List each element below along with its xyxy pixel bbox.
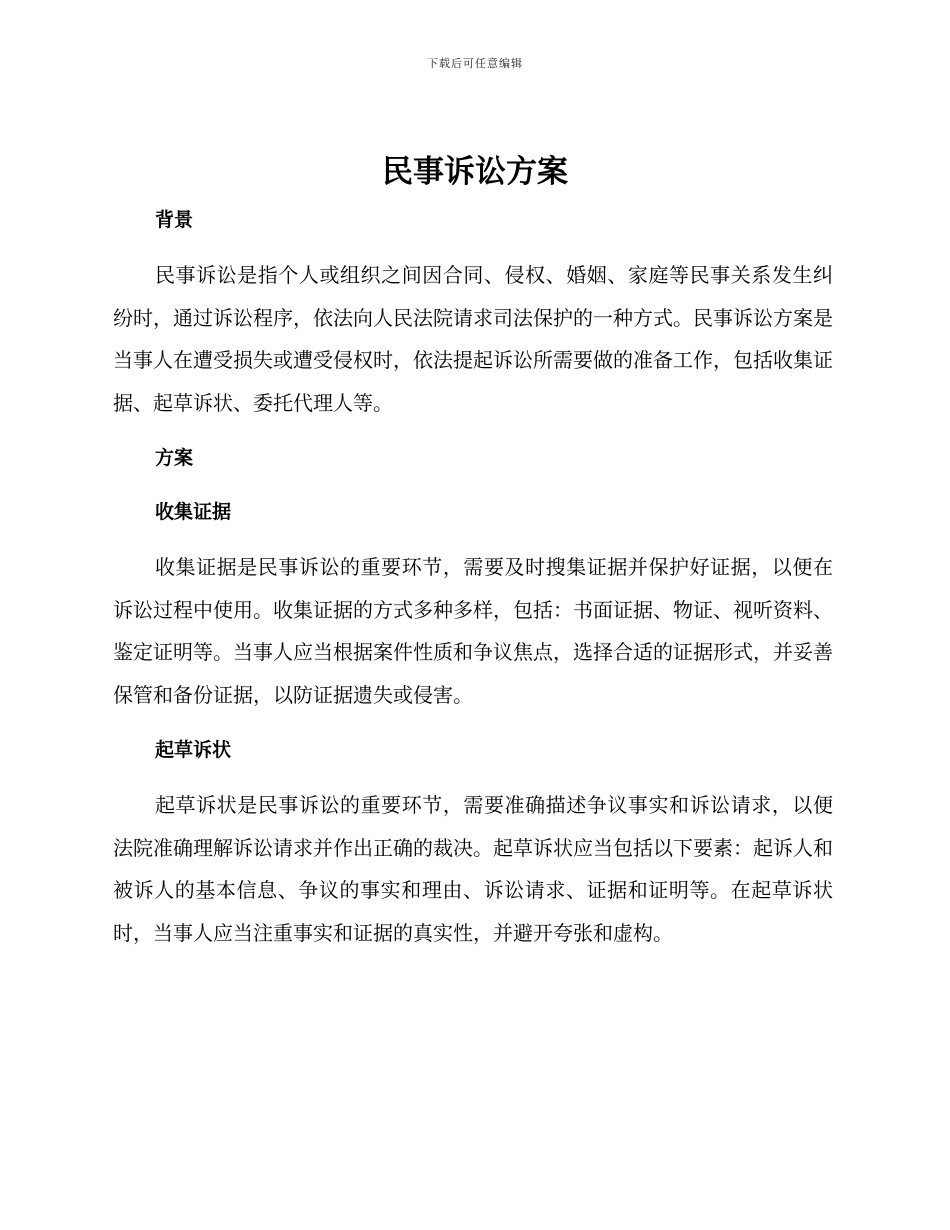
spacer [113, 716, 833, 730]
page-header-note: 下载后可任意编辑 [427, 57, 523, 70]
spacer [113, 424, 833, 438]
section-heading-evidence: 收集证据 [155, 501, 232, 523]
spacer [113, 240, 833, 254]
section-heading-background: 背景 [155, 209, 194, 231]
paragraph-complaint: 起草诉状是民事诉讼的重要环节，需要准确描述争议事实和诉讼请求，以便法院准确理解诉讼请求并作出正确的裁决。起草诉状应当包括以下要素：起诉人和被诉人的基本信息、争议的事实和理由、诉讼请求、证据和证明等。在起草诉状时，当事人应当注重事实和证据的真实性，并避开夸张和虚构。 [113, 793, 833, 945]
document-body [113, 200, 833, 954]
spacer [113, 770, 833, 784]
section-heading-complaint: 起草诉状 [155, 739, 232, 761]
section-heading-plan: 方案 [155, 447, 194, 469]
spacer [113, 532, 833, 546]
spacer [113, 478, 833, 492]
paragraph-evidence: 收集证据是民事诉讼的重要环节，需要及时搜集证据并保护好证据，以便在诉讼过程中使用。收集证据的方式多种多样，包括：书面证据、物证、视听资料、鉴定证明等。当事人应当根据案件性质和争议焦点，选择合适的证据形式，并妥善保管和备份证据，以防证据遗失或侵害。 [113, 555, 833, 707]
document-title: 民事诉讼方案 [382, 154, 568, 190]
paragraph-background: 民事诉讼是指个人或组织之间因合同、侵权、婚姻、家庭等民事关系发生纠纷时，通过诉讼程序，依法向人民法院请求司法保护的一种方式。民事诉讼方案是当事人在遭受损失或遭受侵权时，依法提起诉讼所需要做的准备工作，包括收集证据、起草诉状、委托代理人等。 [113, 263, 833, 415]
